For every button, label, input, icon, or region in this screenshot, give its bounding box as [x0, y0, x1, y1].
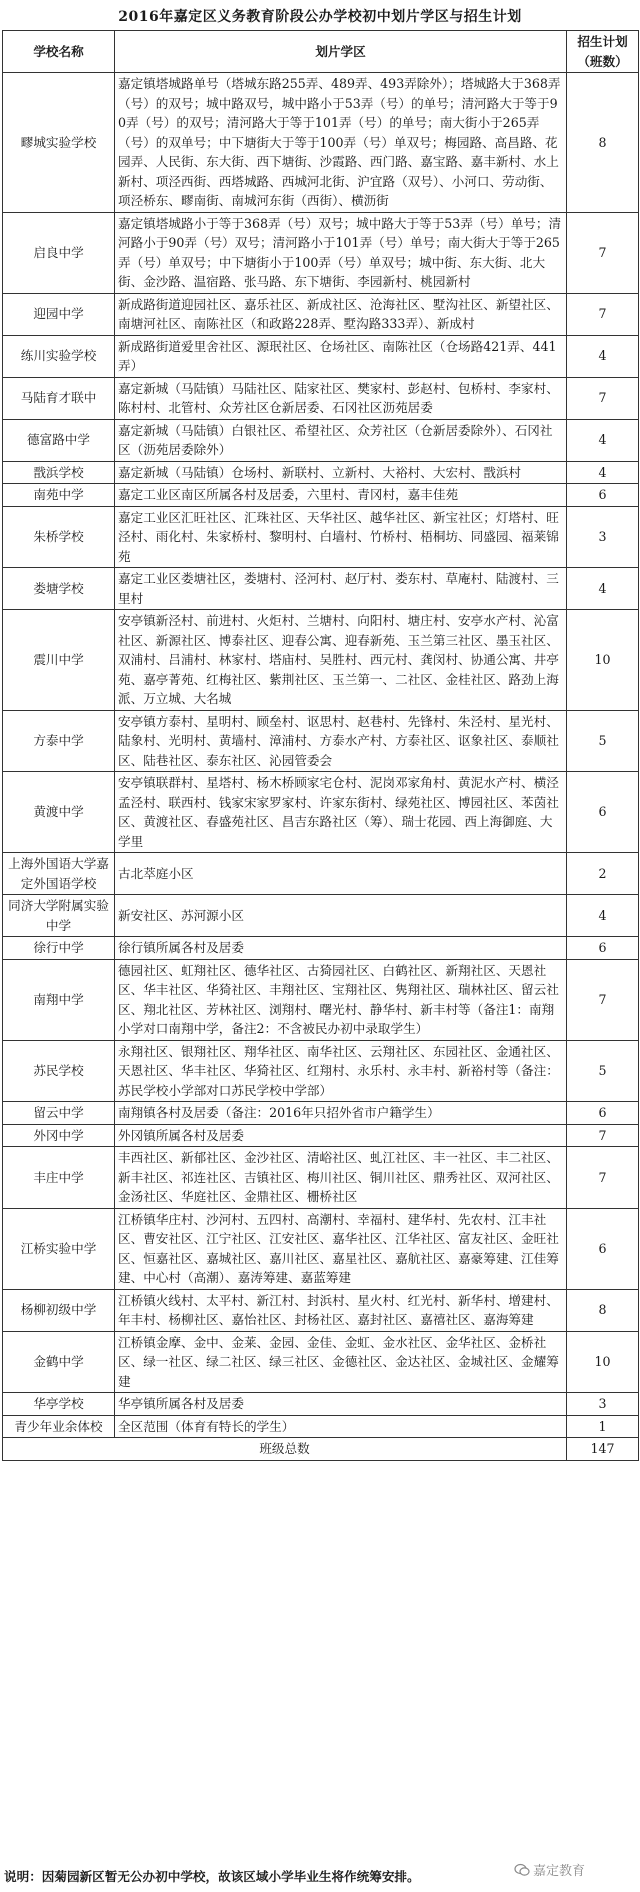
plan-cell: 2 — [567, 853, 639, 895]
table-row — [3, 73, 639, 213]
school-name-cell: 江桥实验中学 — [3, 1208, 115, 1289]
table-row — [3, 293, 639, 335]
table-row — [3, 1208, 639, 1289]
plan-cell: 5 — [567, 710, 639, 772]
table-row — [3, 1147, 639, 1209]
area-cell: 安亭镇方泰村、星明村、顾垒村、讴思村、赵巷村、先锋村、朱泾村、星光村、陆象村、光明村、黄墙村、漳浦村、方泰水产村、方泰社区、讴象社区、泰顺社区、陆巷社区、泰东社区、沁园管委会 — [115, 710, 567, 772]
school-name-cell: 杨柳初级中学 — [3, 1289, 115, 1331]
table-row — [3, 1289, 639, 1331]
school-name-cell: 同济大学附属实验中学 — [3, 895, 115, 937]
area-cell: 嘉定镇塔城路单号（塔城东路255弄、489弄、493弄除外）；塔城路大于368弄（号）的双号；城中路双号，城中路小于53弄（号）的单号；清河路大于等于90弄（号）的双号；清河路大于等于101弄（号）的单号；南大街小于265弄（号）的双单号；中下塘街大于等于100弄（号）单双号；梅园路、高昌路、花园弄、人民街、东大街、西下塘街、沙霞路、西门路、嘉宝路、嘉丰新村、水上新村、项泾西街、西塔城路、西城河北街、沪宜路（双号）、小河口、劳动街、项泾桥东、疁南街、南城河东街（西街）、横沥街 — [115, 73, 567, 213]
plan-cell: 4 — [567, 568, 639, 610]
school-name-cell: 迎园中学 — [3, 293, 115, 335]
school-name-cell: 娄塘学校 — [3, 568, 115, 610]
school-name-cell: 南翔中学 — [3, 959, 115, 1040]
school-name-cell: 疁城实验学校 — [3, 73, 115, 213]
plan-cell: 7 — [567, 377, 639, 419]
table-row — [3, 1040, 639, 1102]
watermark-text: 嘉定教育 — [533, 1864, 586, 1879]
area-cell: 安亭镇联群村、星塔村、杨木桥顾家宅仓村、泥岗邓家角村、黄泥水产村、横泾孟泾村、联西村、钱家宋家罗家村、许家东街村、绿苑社区、博园社区、苯茵社区、黄渡社区、春盛苑社区、昌吉东路社区（筹）、瑞士花园、西上海御庭、大学里 — [115, 772, 567, 853]
table-row — [3, 1393, 639, 1416]
area-cell: 新成路街道迎园社区、嘉乐社区、新成社区、沧海社区、墅沟社区、新望社区、南塘河社区、南陈社区（和政路228弄、墅沟路333弄）、新成村 — [115, 293, 567, 335]
school-name-cell: 徐行中学 — [3, 937, 115, 960]
plan-cell: 4 — [567, 335, 639, 377]
table-row — [3, 212, 639, 293]
total-value: 147 — [567, 1438, 639, 1461]
plan-cell: 7 — [567, 293, 639, 335]
plan-cell: 10 — [567, 610, 639, 711]
plan-cell: 7 — [567, 1124, 639, 1147]
plan-cell: 6 — [567, 1102, 639, 1125]
plan-cell: 1 — [567, 1415, 639, 1438]
area-cell: 南翔镇各村及居委（备注：2016年只招外省市户籍学生） — [115, 1102, 567, 1125]
enrollment-table — [2, 30, 639, 1461]
watermark — [514, 1860, 585, 1879]
table-row — [3, 1102, 639, 1125]
school-name-cell: 震川中学 — [3, 610, 115, 711]
school-name-cell: 苏民学校 — [3, 1040, 115, 1102]
school-name-cell: 留云中学 — [3, 1102, 115, 1125]
plan-cell: 7 — [567, 212, 639, 293]
area-cell: 永翔社区、银翔社区、翔华社区、南华社区、云翔社区、东园社区、金通社区、天恩社区、华丰社区、华猗社区、红翔村、永乐村、永丰村、新裕村等（备注：苏民学校小学部对口苏民学校中学部） — [115, 1040, 567, 1102]
area-cell: 古北萃庭小区 — [115, 853, 567, 895]
table-row — [3, 377, 639, 419]
area-cell: 新安社区、苏河源小区 — [115, 895, 567, 937]
area-cell: 新成路街道爱里舍社区、源珉社区、仓场社区、南陈社区（仓场路421弄、441弄） — [115, 335, 567, 377]
area-cell: 安亭镇新泾村、前进村、火炬村、兰塘村、向阳村、塘庄村、安亭水产村、沁富社区、新源社区、博泰社区、迎春公寓、迎春新苑、玉兰第三社区、墨玉社区、双浦村、吕浦村、林家村、塔庙村、吴胜村、西元村、龚闵村、协通公寓、井亭苑、嘉亭菁苑、红梅社区、紫荆社区、玉兰第一、二社区、金桂社区、路劲上海派、万立城、大名城 — [115, 610, 567, 711]
school-name-cell: 金鹤中学 — [3, 1331, 115, 1393]
wechat-icon — [514, 1862, 530, 1878]
school-name-cell: 戬浜学校 — [3, 461, 115, 484]
school-name-cell: 练川实验学校 — [3, 335, 115, 377]
table-row — [3, 610, 639, 711]
area-cell: 嘉定工业区娄塘社区，娄塘村、泾河村、赵厅村、娄东村、草庵村、陆渡村、三里村 — [115, 568, 567, 610]
area-cell: 江桥镇华庄村、沙河村、五四村、高潮村、幸福村、建华村、先农村、江丰社区、曹安社区、江宁社区、江安社区、嘉华社区、江华社区、富友社区、金旺社区、恒嘉社区、嘉城社区、嘉川社区、嘉星社区、嘉航社区、嘉豪筹建、江佳筹建、中心村（高潮）、嘉涛筹建、嘉蓝筹建 — [115, 1208, 567, 1289]
area-cell: 全区范围（体育有特长的学生） — [115, 1415, 567, 1438]
area-cell: 江桥镇金摩、金中、金莱、金园、金佳、金虹、金水社区、金华社区、金桥社区、绿一社区、绿二社区、绿三社区、金德社区、金达社区、金城社区、金耀筹建 — [115, 1331, 567, 1393]
table-row — [3, 461, 639, 484]
plan-cell: 5 — [567, 1040, 639, 1102]
plan-cell: 7 — [567, 1147, 639, 1209]
table-row — [3, 937, 639, 960]
plan-cell: 4 — [567, 461, 639, 484]
table-row — [3, 419, 639, 461]
area-cell: 嘉定镇塔城路小于等于368弄（号）双号；城中路大于等于53弄（号）单号；清河路小于90弄（号）双号；清河路小于101弄（号）单号；南大街大于等于265弄（号）单双号；中下塘街小于100弄（号）单双号；城中街、东大街、北大街、金沙路、温宿路、张马路、东下塘街、李园新村、桃园新村 — [115, 212, 567, 293]
area-cell: 徐行镇所属各村及居委 — [115, 937, 567, 960]
plan-cell: 4 — [567, 419, 639, 461]
header-area: 划片学区 — [115, 31, 567, 73]
plan-cell: 3 — [567, 1393, 639, 1416]
plan-cell: 8 — [567, 73, 639, 213]
area-cell: 嘉定工业区南区所属各村及居委，六里村、青冈村，嘉丰佳苑 — [115, 484, 567, 507]
plan-cell: 6 — [567, 1208, 639, 1289]
school-name-cell: 上海外国语大学嘉定外国语学校 — [3, 853, 115, 895]
plan-cell: 6 — [567, 937, 639, 960]
table-row — [3, 1124, 639, 1147]
plan-cell: 7 — [567, 959, 639, 1040]
area-cell: 丰西社区、新郁社区、金沙社区、清峪社区、虬江社区、丰一社区、丰二社区、新丰社区、祁连社区、吉镇社区、梅川社区、铜川社区、鼎秀社区、双河社区、金汤社区、华庭社区、金鼎社区、栅桥社区 — [115, 1147, 567, 1209]
area-cell: 德园社区、虹翔社区、德华社区、古猗园社区、白鹤社区、新翔社区、天恩社区、华丰社区、华猗社区、丰翔社区、宝翔社区、隽翔社区、瑞林社区、留云社区、翔北社区、芳林社区、浏翔村、曙光村、静华村、新丰村等（备注1：南翔小学对口南翔中学，备注2：不含被民办初中录取学生） — [115, 959, 567, 1040]
total-label: 班级总数 — [3, 1438, 567, 1461]
table-row — [3, 959, 639, 1040]
table-row — [3, 710, 639, 772]
plan-cell: 6 — [567, 772, 639, 853]
plan-cell: 3 — [567, 506, 639, 568]
table-row — [3, 895, 639, 937]
table-row — [3, 772, 639, 853]
plan-cell: 10 — [567, 1331, 639, 1393]
header-school: 学校名称 — [3, 31, 115, 73]
table-header-row — [3, 31, 639, 73]
area-cell: 嘉定工业区汇旺社区、汇珠社区、天华社区、越华社区、新宝社区；灯塔村、旺泾村、雨化村、朱家桥村、黎明村、白墙村、竹桥村、梧桐坊、同盛园、福莱锦苑 — [115, 506, 567, 568]
table-row — [3, 484, 639, 507]
table-row — [3, 335, 639, 377]
school-name-cell: 华亭学校 — [3, 1393, 115, 1416]
area-cell: 江桥镇火线村、太平村、新江村、封浜村、星火村、红光村、新华村、增建村、年丰村、杨柳社区、嘉怡社区、封杨社区、嘉封社区、嘉禧社区、嘉海筹建 — [115, 1289, 567, 1331]
area-cell: 嘉定新城（马陆镇）白银社区、希望社区、众芳社区（仓新居委除外）、石冈社区（沥苑居委除外） — [115, 419, 567, 461]
table-row — [3, 1331, 639, 1393]
plan-cell: 6 — [567, 484, 639, 507]
table-row — [3, 1415, 639, 1438]
plan-cell: 8 — [567, 1289, 639, 1331]
school-name-cell: 德富路中学 — [3, 419, 115, 461]
table-row — [3, 853, 639, 895]
total-row — [3, 1438, 639, 1461]
school-name-cell: 南苑中学 — [3, 484, 115, 507]
school-name-cell: 启良中学 — [3, 212, 115, 293]
table-row — [3, 568, 639, 610]
school-name-cell: 外冈中学 — [3, 1124, 115, 1147]
header-plan: 招生计划（班数） — [567, 31, 639, 73]
school-name-cell: 朱桥学校 — [3, 506, 115, 568]
plan-cell: 4 — [567, 895, 639, 937]
footnote: 说明：因菊园新区暂无公办初中学校，故该区域小学毕业生将作统筹安排。 — [4, 1869, 420, 1884]
area-cell: 华亭镇所属各村及居委 — [115, 1393, 567, 1416]
document-title: 2016年嘉定区义务教育阶段公办学校初中划片学区与招生计划 — [118, 9, 522, 25]
school-name-cell: 方泰中学 — [3, 710, 115, 772]
school-name-cell: 丰庄中学 — [3, 1147, 115, 1209]
area-cell: 嘉定新城（马陆镇）仓场村、新联村、立新村、大裕村、大宏村、戬浜村 — [115, 461, 567, 484]
table-row — [3, 506, 639, 568]
school-name-cell: 青少年业余体校 — [3, 1415, 115, 1438]
table-body — [3, 73, 639, 1438]
school-name-cell: 马陆育才联中 — [3, 377, 115, 419]
area-cell: 外冈镇所属各村及居委 — [115, 1124, 567, 1147]
school-name-cell: 黄渡中学 — [3, 772, 115, 853]
area-cell: 嘉定新城（马陆镇）马陆社区、陆家社区、樊家村、彭赵村、包桥村、李家村、陈村村、北管村、众芳社区仓新居委、石冈社区沥苑居委 — [115, 377, 567, 419]
